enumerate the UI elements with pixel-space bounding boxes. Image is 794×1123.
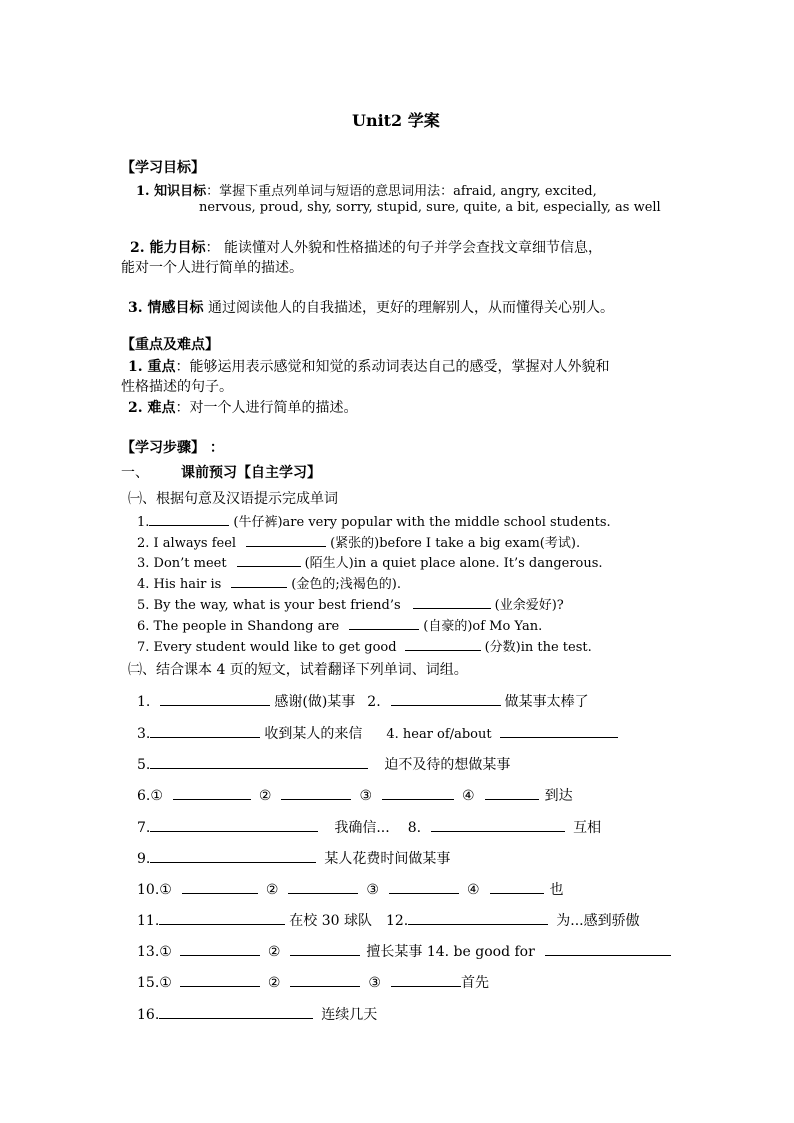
item-number: 7. <box>137 820 151 836</box>
answer-blank[interactable] <box>180 941 260 956</box>
item-number: ④ <box>462 788 475 804</box>
answer-blank[interactable] <box>349 615 419 630</box>
answer-blank[interactable] <box>290 972 360 987</box>
item-number: 13.① <box>137 944 172 960</box>
item-text: 我确信... <box>334 820 390 836</box>
item-number: 6.① <box>137 788 163 804</box>
item-number: ③ <box>359 788 373 804</box>
answer-blank[interactable] <box>159 1004 313 1019</box>
ability-objective-line2: 能对一个人进行简单的描述。 <box>121 260 303 276</box>
item-text: (自豪的)of Mo Yan. <box>423 619 543 634</box>
section1-label: 课前预习【自主学习】 <box>181 465 321 481</box>
item-number: ② <box>258 788 272 804</box>
keypoint1-label: 1. 重点 <box>128 359 176 375</box>
item-number: 1. <box>137 694 151 710</box>
item-text: 在校 30 球队 <box>289 913 372 929</box>
section1-title <box>121 462 321 482</box>
item-text: 擅长某事 14. be good for <box>366 944 535 960</box>
translation-row <box>137 1004 377 1024</box>
answer-blank[interactable] <box>500 723 618 738</box>
item-text: 某人花费时间做某事 <box>324 851 451 867</box>
translation-row <box>137 910 640 930</box>
translation-row <box>137 754 510 774</box>
list-item <box>137 615 542 634</box>
keypoint1-line1 <box>128 356 610 376</box>
answer-blank[interactable] <box>150 723 260 738</box>
item-text: 做某事太棒了 <box>504 694 589 710</box>
emotion-objective <box>128 297 614 317</box>
page-title: Unit2 学案 <box>352 111 440 130</box>
item-text: 连续几天 <box>321 1007 378 1023</box>
item-text: 感谢(做)某事 <box>274 694 356 710</box>
list-item <box>137 511 611 530</box>
translation-row <box>137 691 589 711</box>
translation-row <box>137 723 622 743</box>
emotion-label: 3. 情感目标 <box>128 300 204 316</box>
item-text: (业余爱好)? <box>494 598 564 613</box>
item-number: 16. <box>137 1007 160 1023</box>
item-number: 2. <box>367 694 381 710</box>
item-text: 迫不及待的想做某事 <box>384 757 511 773</box>
answer-blank[interactable] <box>149 511 229 526</box>
item-text: 收到某人的来信 <box>264 726 363 742</box>
item-text: 为...感到骄傲 <box>556 913 640 929</box>
item-number: 9. <box>137 851 151 867</box>
item-text: 4. His hair is <box>137 577 222 592</box>
keypoint2-text: ：对一个人进行简单的描述。 <box>175 400 358 416</box>
answer-blank[interactable] <box>182 879 258 894</box>
answer-blank[interactable] <box>405 636 481 651</box>
objectives-heading: 【学习目标】 <box>121 160 205 176</box>
section1-number: 一、 <box>121 465 149 481</box>
keypoint2 <box>128 397 358 417</box>
item-number: ② <box>267 975 281 991</box>
item-text: 6. The people in Shandong are <box>137 619 340 634</box>
keypoint1-text1: ：能够运用表示感觉和知觉的系动词表达自己的感受，掌握对人外貌和 <box>175 359 610 375</box>
answer-blank[interactable] <box>159 910 285 925</box>
item-text: 1. <box>137 515 150 530</box>
answer-blank[interactable] <box>173 785 251 800</box>
answer-blank[interactable] <box>160 691 270 706</box>
item-number: 10.① <box>137 882 172 898</box>
translation-row <box>137 879 564 899</box>
answer-blank[interactable] <box>288 879 358 894</box>
knowledge-objective-line1 <box>136 180 597 199</box>
answer-blank[interactable] <box>389 879 459 894</box>
answer-blank[interactable] <box>150 817 318 832</box>
knowledge-label: 1. 知识目标 <box>136 184 207 199</box>
item-number: ② <box>267 944 281 960</box>
ability-text1: ： 能读懂对人外貌和性格描述的句子并学会查找文章细节信息， <box>205 240 602 256</box>
translation-row <box>137 785 573 805</box>
item-number: 3. <box>137 726 151 742</box>
item-number: ② <box>265 882 279 898</box>
item-text: (牛仔裤)are very popular with the middle school students. <box>233 515 611 530</box>
item-text: 5. By the way, what is your best friend’s <box>137 598 401 613</box>
emotion-text: 通过阅读他人的自我描述，更好的理解别人，从而懂得关心别人。 <box>203 300 614 316</box>
ability-objective-line1 <box>130 237 602 257</box>
item-text: (金色的;浅褐色的). <box>291 577 401 592</box>
answer-blank[interactable] <box>490 879 544 894</box>
answer-blank[interactable] <box>150 848 316 863</box>
keypoints-heading: 【重点及难点】 <box>121 337 219 353</box>
answer-blank[interactable] <box>413 594 491 609</box>
item-text: 2. I always feel <box>137 536 237 551</box>
list-item <box>137 532 580 551</box>
item-number: ④ <box>466 882 480 898</box>
answer-blank[interactable] <box>180 972 260 987</box>
item-text: (分数)in the test. <box>484 640 592 655</box>
keypoint1-line2: 性格描述的句子。 <box>121 379 233 395</box>
answer-blank[interactable] <box>237 552 301 567</box>
item-number: 5. <box>137 757 151 773</box>
item-text: 互相 <box>573 820 602 836</box>
item-text: 7. Every student would like to get good <box>137 640 397 655</box>
answer-blank[interactable] <box>391 972 461 987</box>
answer-blank[interactable] <box>431 817 565 832</box>
answer-blank[interactable] <box>391 691 501 706</box>
item-text: (陌生人)in a quiet place alone. It’s dangerous. <box>304 556 603 571</box>
item-number: 12. <box>385 913 409 929</box>
list-item <box>137 594 564 613</box>
list-item <box>137 636 592 655</box>
knowledge-objective-line2: nervous, proud, shy, sorry, stupid, sure, quite, a bit, especially, as well <box>199 200 661 215</box>
translation-row <box>137 848 450 868</box>
part2-title: ㈡、结合课本 4 页的短文，试着翻译下列单词、词组。 <box>128 662 468 678</box>
answer-blank[interactable] <box>246 532 326 547</box>
item-text: 也 <box>549 882 564 898</box>
answer-blank[interactable] <box>231 573 287 588</box>
item-number: 11. <box>137 913 160 929</box>
answer-blank[interactable] <box>408 910 548 925</box>
item-number: 15.① <box>137 975 172 991</box>
steps-heading: 【学习步骤】 ： <box>121 440 224 456</box>
answer-blank[interactable] <box>150 754 368 769</box>
translation-row <box>137 941 675 961</box>
item-text: 3. Don’t meet <box>137 556 227 571</box>
item-number: ③ <box>366 882 379 898</box>
translation-row <box>137 972 489 992</box>
list-item <box>137 552 603 571</box>
item-text: 4. hear of/about <box>386 727 492 742</box>
answer-blank[interactable] <box>382 785 454 800</box>
answer-blank[interactable] <box>545 941 671 956</box>
ability-label: 2. 能力目标 <box>130 240 206 256</box>
part1-title: ㈠、根据句意及汉语提示完成单词 <box>128 491 338 507</box>
translation-row <box>137 817 601 837</box>
knowledge-text1: ：掌握下重点列单词与短语的意思词用法：afraid, angry, excited, <box>206 184 597 199</box>
item-text: (紧张的)before I take a big exam(考试). <box>330 536 581 551</box>
item-text: 首先 <box>460 975 489 991</box>
answer-blank[interactable] <box>290 941 360 956</box>
item-number: 8. <box>407 820 422 836</box>
item-number: ③ <box>368 975 381 991</box>
list-item <box>137 573 401 592</box>
answer-blank[interactable] <box>485 785 539 800</box>
keypoint2-label: 2. 难点 <box>128 400 176 416</box>
answer-blank[interactable] <box>281 785 351 800</box>
item-text: 到达 <box>544 788 573 804</box>
